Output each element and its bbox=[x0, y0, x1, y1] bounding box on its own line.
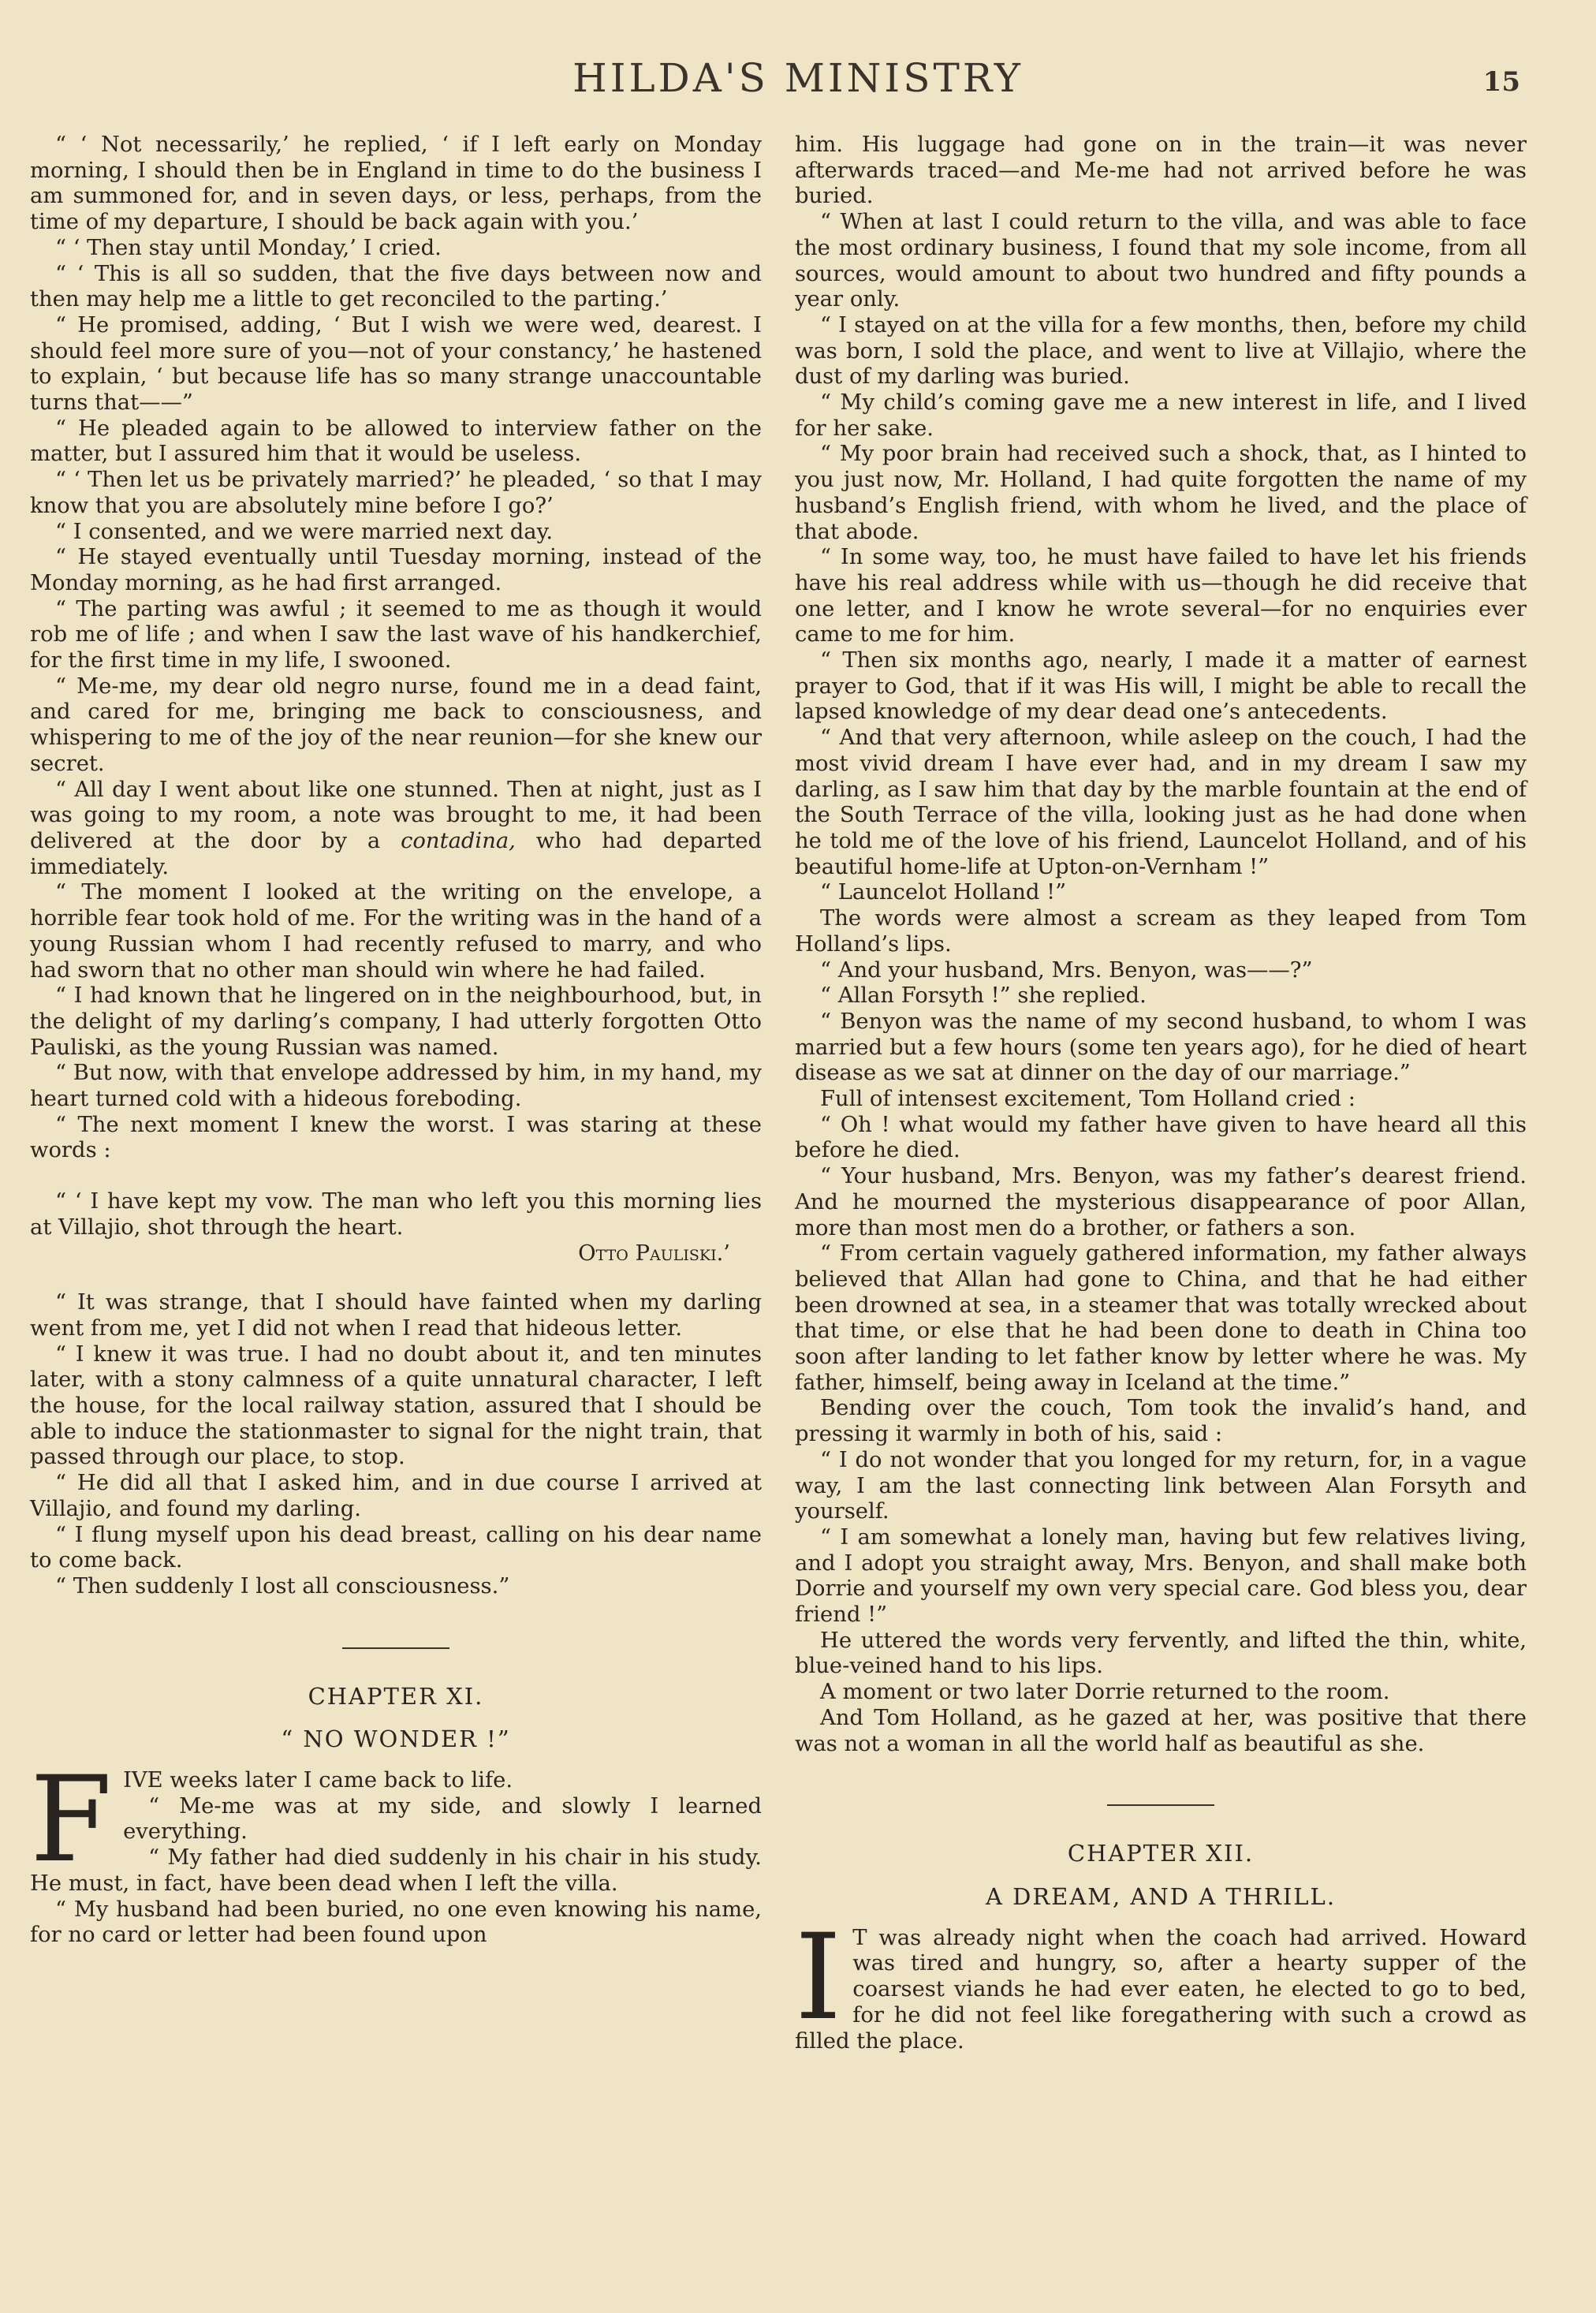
paragraph: “ The parting was awful ; it seemed to me as though it would rob me of life ; and when I saw the last wave of his handkerchief, for the first time in my life, I swooned. bbox=[30, 596, 762, 673]
paragraph: “ He pleaded again to be allowed to interview father on the matter, but I assured him that it would be useless. bbox=[30, 416, 762, 467]
paragraph: “ In some way, too, he must have failed to have let his friends have his real address while with us—though he did receive that one letter, and I know he wrote several—for no enquiries ever came to me for him. bbox=[795, 545, 1527, 647]
section-divider bbox=[342, 1647, 449, 1649]
chapter-title: A DREAM, AND A THRILL. bbox=[985, 1883, 1337, 1910]
paragraph: The words were almost a scream as they leaped from Tom Holland’s lips. bbox=[795, 906, 1527, 957]
paragraph: “ My husband had been buried, no one even knowing his name, for no card or letter had been found upon bbox=[30, 1897, 762, 1948]
paragraph: “ Me-me, my dear old negro nurse, found me in a dead faint, and cared for me, bringing me back to consciousness, and whispering to me of the joy of the near reunion—for she knew our secret. bbox=[30, 673, 762, 776]
paragraph: “ It was strange, that I should have fainted when my darling went from me, yet I did not when I read that hideous letter. bbox=[30, 1290, 762, 1341]
letter-signature: Otto Pauliski.’ bbox=[578, 1240, 730, 1266]
paragraph: “ He did all that I asked him, and in due course I arrived at Villajio, and found my darling. bbox=[30, 1471, 762, 1521]
paragraph: “ When at last I could return to the villa, and was able to face the most ordinary business, I found that my sole income, from all sources, would amount to about two hundred and fifty pounds a year only. bbox=[795, 210, 1527, 312]
paragraph: “ Then suddenly I lost all consciousness.” bbox=[55, 1573, 510, 1599]
chapter-number: CHAPTER XII. bbox=[1067, 1840, 1255, 1867]
paragraph: “ Me-me was at my side, and slowly I learned everything. bbox=[123, 1793, 762, 1845]
paragraph: “ My child’s coming gave me a new interest in life, and I lived for her sake. bbox=[795, 390, 1527, 441]
text-run: “ All day I went about like one stunned. Then at night, just as I was going to my room, a note was brought to me, it had been delivered at the door by a bbox=[30, 777, 762, 853]
paragraph: “ He promised, adding, ‘ But I wish we were wed, dearest. I should feel more sure of you—not of your constancy,’ he hastened to explain, ‘ but because life has so many strange unaccountable turns that——” bbox=[30, 312, 762, 416]
paragraph: “ I had known that he lingered on in the neighbourhood, but, in the delight of my darling’s company, I had utterly forgotten Otto Pauliski, as the young Russian was named. bbox=[30, 983, 762, 1060]
drop-cap: F bbox=[30, 1752, 113, 1890]
paragraph: “ My father had died suddenly in his chair in his study. He must, in fact, have been dead when I left the villa. bbox=[30, 1845, 762, 1896]
paragraph: IVE weeks later I came back to life. bbox=[123, 1768, 513, 1793]
left-column bbox=[30, 132, 762, 1949]
paragraph: “ And that very afternoon, while asleep on the couch, I had the most vivid dream I have ever had, and in my dream I saw my darling, as I saw him that day by the marble fountain at the end of the South Terrace of the villa, looking just as he had done when he told me of the love of his friend, Launcelot Holland, and of his beautiful home-life at Upton-on-Vernham !” bbox=[795, 726, 1527, 879]
paragraph: “ I stayed on at the villa for a few months, then, before my child was born, I sold the place, and went to live at Villajio, where the dust of my darling was buried. bbox=[795, 312, 1527, 390]
chapter-title: “ NO WONDER !” bbox=[281, 1725, 511, 1753]
paragraph: him. His luggage had gone on in the train—it was never afterwards traced—and Me-me had not arrived before he was buried. bbox=[795, 132, 1527, 209]
paragraph: “ My poor brain had received such a shock, that, as I hinted to you just now, Mr. Holland, I had quite forgotten the name of my husband’s English friend, with whom he lived, and the place of that abode. bbox=[795, 442, 1527, 544]
paragraph: “ ‘ Then stay until Monday,’ I cried. bbox=[55, 235, 442, 260]
paragraph: He uttered the words very fervently, and lifted the thin, white, blue-veined hand to his lips. bbox=[795, 1628, 1527, 1679]
paragraph: “ ‘ Then let us be privately married?’ he pleaded, ‘ so that I may know that you are absolutely mine before I go?’ bbox=[30, 468, 762, 518]
paragraph: “ I am somewhat a lonely man, having but few relatives living, and I adopt you straight away, Mrs. Benyon, and shall make both Dorrie and yourself my own very special care. God bless you, dear friend !” bbox=[795, 1524, 1527, 1628]
paragraph: “ From certain vaguely gathered information, my father always believed that Allan had gone to China, and that he had either been drowned at sea, in a steamer that was totally wrecked about that time, or else that he had been done to death in China too soon after landing to let father know by letter where he was. My father, himself, being away in Iceland at the time.” bbox=[795, 1241, 1527, 1395]
paragraph: “ Launcelot Holland !” bbox=[820, 880, 1067, 905]
paragraph: T was already night when the coach had arrived. Howard was tired and hungry, so, after a hearty supper of the coarsest viands he had ever eaten, he elected to go to bed, for he did not feel like foregathering with such a crowd as filled the place. bbox=[795, 1925, 1527, 2054]
text-run: who had departed immediately. bbox=[30, 828, 762, 879]
paragraph: “ Oh ! what would my father have given to have heard all this before he died. bbox=[795, 1112, 1527, 1163]
chapter-number: CHAPTER XI. bbox=[308, 1682, 484, 1710]
paragraph: “ ‘ Not necessarily,’ he replied, ‘ if I left early on Monday morning, I should then be in England in time to do the business I am summoned for, and in seven days, or less, perhaps, from the time of my departure, I should be back again with you.’ bbox=[30, 132, 762, 235]
paragraph: “ But now, with that envelope addressed by him, in my hand, my heart turned cold with a hideous foreboding. bbox=[30, 1061, 762, 1112]
paragraph: “ I do not wonder that you longed for my return, for, in a vague way, I am the last connecting link between Alan Forsyth and yourself. bbox=[795, 1447, 1527, 1524]
paragraph: “ The moment I looked at the writing on the envelope, a horrible fear took hold of me. For the writing was in the hand of a young Russian whom I had recently refused to marry, and who had sworn that no other man should win where he had failed. bbox=[30, 880, 762, 983]
paragraph: “ I knew it was true. I had no doubt about it, and ten minutes later, with a stony calmness of a quite unnatural character, I left the house, for the local railway station, assured that I should be able to induce the stationmaster to signal for the night train, that passed through our place, to stop. bbox=[30, 1341, 762, 1470]
paragraph: “ Benyon was the name of my second husband, to whom I was married but a few hours (some ten years ago), for he died of heart disease as we sat at dinner on the day of our marriage.” bbox=[795, 1009, 1527, 1086]
paragraph: A moment or two later Dorrie returned to the room. bbox=[820, 1680, 1390, 1705]
paragraph: “ Then six months ago, nearly, I made it a matter of earnest prayer to God, that if it was His will, I might be able to recall the lapsed knowledge of my dear dead one’s antecedents. bbox=[795, 648, 1527, 725]
letter-text: “ ‘ I have kept my vow. The man who left you this morning lies at Villajio, shot through the heart. bbox=[30, 1189, 762, 1240]
paragraph: “ And your husband, Mrs. Benyon, was——?” bbox=[820, 957, 1313, 983]
paragraph: And Tom Holland, as he gazed at her, was positive that there was not a woman in all the world half as beautiful as she. bbox=[795, 1705, 1527, 1756]
paragraph: Full of intensest excitement, Tom Holland cried : bbox=[820, 1087, 1356, 1112]
italic-word: contadina, bbox=[401, 828, 516, 853]
paragraph: “ Your husband, Mrs. Benyon, was my father’s dearest friend. And he mourned the mysterious disappearance of poor Allan, more than most men do a brother, or fathers a son. bbox=[795, 1164, 1527, 1240]
paragraph: “ ‘ This is all so sudden, that the five days between now and then may help me a little to get reconciled to the parting.’ bbox=[30, 261, 762, 312]
paragraph: “ He stayed eventually until Tuesday morning, instead of the Monday morning, as he had first arranged. bbox=[30, 545, 762, 595]
section-divider bbox=[1107, 1804, 1214, 1806]
running-title: HILDA'S MINISTRY bbox=[572, 55, 1024, 101]
paragraph: “ I consented, and we were married next day. bbox=[55, 519, 554, 544]
paragraph: Bending over the couch, Tom took the invalid’s hand, and pressing it warmly in both of his, said : bbox=[795, 1396, 1527, 1447]
right-column bbox=[795, 132, 1527, 2054]
paragraph: “ The next moment I knew the worst. I was staring at these words : bbox=[30, 1112, 762, 1163]
paragraph bbox=[30, 778, 762, 881]
drop-cap: I bbox=[795, 1908, 842, 2046]
page-number: 15 bbox=[1482, 66, 1520, 98]
paragraph: “ I flung myself upon his dead breast, calling on his dear name to come back. bbox=[30, 1522, 762, 1573]
paragraph: “ Allan Forsyth !” she replied. bbox=[820, 983, 1147, 1009]
